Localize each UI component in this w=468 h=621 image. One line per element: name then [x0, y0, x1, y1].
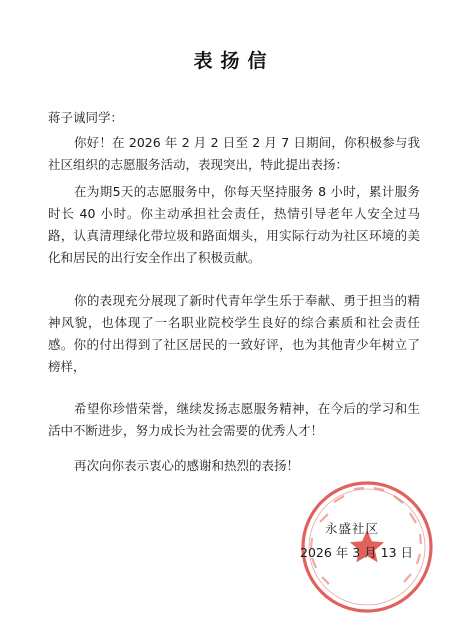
paragraph-intro: 你好！在 2026 年 2 月 2 日至 2 月 7 日期间，你积极参与我社区组织的志愿服务活动，表现突出，特此提出表扬：: [48, 135, 420, 172]
signature-date: 2026 年 3 月 13 日: [300, 545, 414, 560]
paragraph-service-details: 在为期5天的志愿服务中，你每天坚持服务 8 小时，累计服务时长 40 小时。你主动承担社会责任，热情引导老年人安全过马路，认真清理绿化带垃圾和路面烟头，用实际行动为社区环境的美化和居民的出行安全作出了积极贡献。: [48, 184, 420, 265]
paragraph-praise: 你的表现充分展现了新时代青年学生乐于奉献、勇于担当的精神风貌，也体现了一名职业院校学生良好的综合素质和社会责任感。你的付出得到了社区居民的一致好评，也为其他青少年树立了榜样，: [48, 293, 420, 374]
letter-title: 表扬信: [193, 50, 275, 72]
paragraph-hope: 希望你珍惜荣誉，继续发扬志愿服务精神，在今后的学习和生活中不断进步，努力成长为社会需要的优秀人才！: [48, 401, 420, 438]
paragraph-closing: 再次向你表示衷心的感谢和热烈的表扬！: [74, 458, 300, 473]
salutation: 蒋子诚同学：: [48, 110, 124, 125]
signature-organization: 永盛社区: [325, 521, 380, 536]
